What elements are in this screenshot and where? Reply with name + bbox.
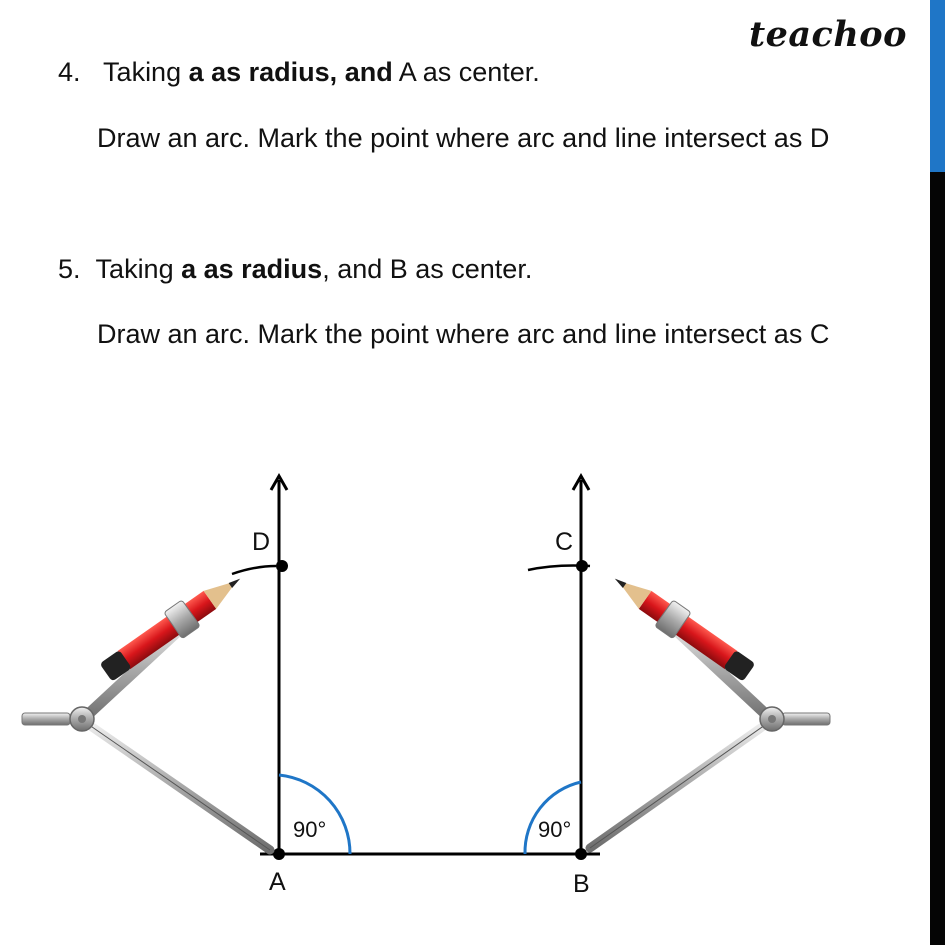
step-4-instruction: Draw an arc. Mark the point where arc and line intersect as D (97, 123, 830, 153)
point-b (575, 848, 587, 860)
step-text-bold: a as radius (181, 254, 323, 284)
step-text-pre: Taking (95, 254, 182, 284)
point-c (576, 560, 588, 572)
label-b: B (573, 870, 590, 898)
step-text-post: A as center. (392, 57, 540, 87)
label-a: A (269, 868, 286, 896)
point-a (273, 848, 285, 860)
accent-bar (930, 0, 945, 172)
angle-label-b: 90° (538, 817, 572, 842)
step-number: 5. (58, 254, 81, 284)
compass-left-icon (22, 566, 270, 850)
label-c: C (555, 528, 574, 556)
teachoo-logo: teachoo (748, 14, 907, 55)
compass-right-icon (590, 566, 830, 848)
step-text-post: , and B as center. (322, 254, 533, 284)
label-d: D (252, 528, 271, 556)
step-text-pre: Taking (103, 57, 189, 87)
angle-arc-a (279, 775, 350, 854)
step-number: 4. (58, 57, 81, 87)
angle-label-a: 90° (293, 817, 327, 842)
step-text-bold: a as radius, and (188, 57, 393, 87)
point-d (276, 560, 288, 572)
step-5-instruction: Draw an arc. Mark the point where arc and line intersect as C (97, 319, 830, 349)
side-bar (930, 172, 945, 945)
arc-d (232, 566, 276, 574)
